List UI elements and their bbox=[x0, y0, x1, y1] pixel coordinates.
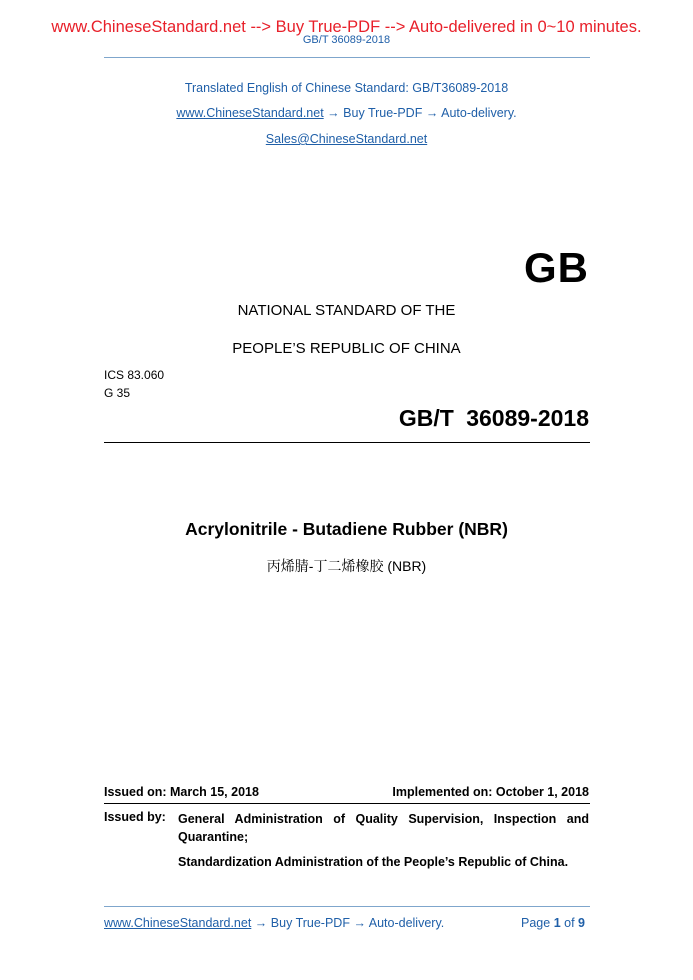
page-total: 9 bbox=[578, 916, 585, 930]
translated-notice: Translated English of Chinese Standard: GB/T36089-2018 bbox=[184, 81, 509, 95]
footer-auto-delivery-link[interactable]: Auto-delivery. bbox=[368, 916, 445, 930]
auto-delivery-link[interactable]: Auto-delivery. bbox=[441, 106, 517, 120]
footer-site-link[interactable]: www.ChineseStandard.net bbox=[104, 916, 252, 930]
arrow-icon: → bbox=[353, 916, 366, 930]
arrow-icon: → bbox=[254, 916, 268, 930]
issued-by-label: Issued by: bbox=[104, 810, 166, 824]
implemented-on-date: Implemented on: October 1, 2018 bbox=[392, 785, 589, 799]
dates-divider bbox=[104, 803, 590, 804]
header-divider bbox=[104, 57, 590, 58]
top-banner[interactable]: www.ChineseStandard.net --> Buy True-PDF --> Auto-delivered in 0~10 minutes. bbox=[51, 18, 642, 36]
document-title-chinese: 丙烯腈-丁二烯橡胶 (NBR) bbox=[266, 558, 427, 574]
national-standard-line-2: PEOPLE’S REPUBLIC OF CHINA bbox=[232, 340, 461, 357]
arrow-icon: → bbox=[327, 106, 340, 120]
sales-email-link[interactable]: Sales@ChineseStandard.net bbox=[265, 132, 428, 146]
footer-buy-pdf-link[interactable]: Buy True-PDF bbox=[270, 916, 350, 930]
sales-line bbox=[0, 132, 693, 146]
page-indicator bbox=[521, 916, 585, 930]
issued-on-date: Issued on: March 15, 2018 bbox=[104, 785, 259, 799]
standard-number: GB/T 36089-2018 bbox=[398, 405, 589, 431]
issuer-sac: Standardization Administration of the People’s Republic of China. bbox=[178, 855, 569, 869]
arrow-icon: → bbox=[425, 106, 439, 120]
footer-links bbox=[104, 916, 444, 930]
ics-code: ICS 83.060 bbox=[104, 368, 165, 382]
buy-pdf-link[interactable]: Buy True-PDF bbox=[343, 106, 423, 120]
ccs-code: G 35 bbox=[104, 386, 131, 400]
page-label: Page bbox=[521, 916, 551, 930]
header-standard-code: GB/T 36089-2018 bbox=[302, 34, 391, 46]
gb-logo: GB bbox=[524, 244, 589, 291]
title-divider bbox=[104, 442, 590, 443]
national-standard-line-1: NATIONAL STANDARD OF THE bbox=[237, 302, 456, 319]
footer-divider bbox=[104, 906, 590, 907]
page-of: of bbox=[564, 916, 575, 930]
buy-line bbox=[0, 106, 693, 120]
issuer-aqsiq: General Administration of Quality Supervision, Inspection and Quarantine; bbox=[178, 812, 589, 844]
document-title-english: Acrylonitrile - Butadiene Rubber (NBR) bbox=[185, 519, 508, 539]
page-current: 1 bbox=[553, 916, 561, 930]
site-link[interactable]: www.ChineseStandard.net bbox=[176, 106, 324, 120]
